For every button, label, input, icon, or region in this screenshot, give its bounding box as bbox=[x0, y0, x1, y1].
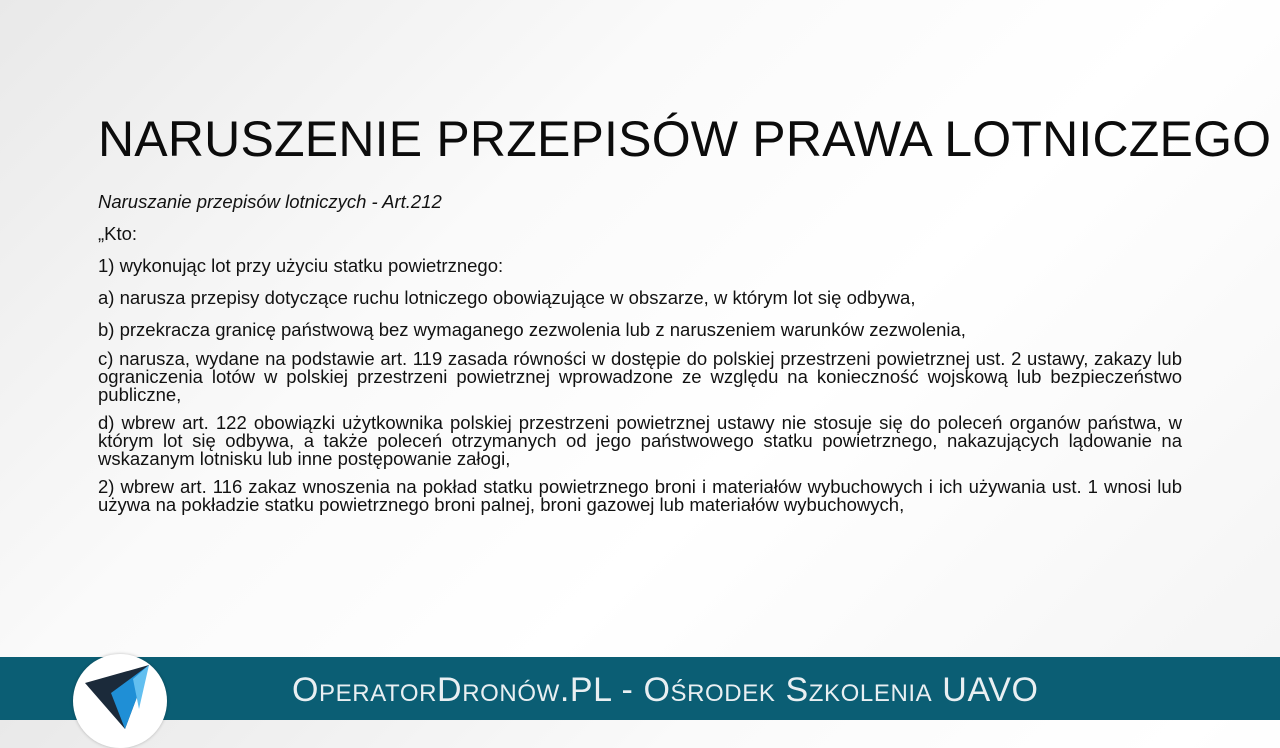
paragraph-point-d: d) wbrew art. 122 obowiązki użytkownika polskiej przestrzeni powietrznej ustawy nie stosuje się do poleceń organów państwa, w którym lot się odbywa, a także poleceń otrzymanych od jego państwowego statku powietrznego, nakazujących lądowanie na wskazanym lotnisku lub inne postępowanie załogi, bbox=[98, 412, 1182, 469]
paragraph-point-c: c) narusza, wydane na podstawie art. 119 zasada równości w dostępie do polskiej przestrzeni powietrznej ust. 2 ustawy, zakazy lub ograniczenia lotów w polskiej przestrzeni powietrznej wprowadzone ze względu na konieczność wojskową lub bezpieczeństwo publiczne, bbox=[98, 348, 1182, 405]
paragraph-point-1: 1) wykonując lot przy użyciu statku powietrznego: bbox=[98, 255, 504, 276]
paper-plane-drone-logo-icon bbox=[81, 659, 161, 739]
logo bbox=[73, 654, 167, 748]
paragraph-point-2: 2) wbrew art. 116 zakaz wnoszenia na pokład statku powietrznego broni i materiałów wybuchowych i ich używania ust. 1 wnosi lub używa na pokładzie statku powietrznego broni palnej, broni gazowej lub materiałów wybuchowych, bbox=[98, 476, 1182, 515]
paragraph-point-a: a) narusza przepisy dotyczące ruchu lotniczego obowiązujące w obszarze, w którym lot się odbywa, bbox=[98, 287, 916, 308]
footer-brand-text: OperatorDronów.PL - Ośrodek Szkolenia UAVO bbox=[292, 671, 1039, 709]
slide-body bbox=[98, 190, 1182, 524]
paragraph-point-b: b) przekracza granicę państwową bez wymaganego zezwolenia lub z naruszeniem warunków zezwolenia, bbox=[98, 319, 966, 340]
article-heading: Naruszanie przepisów lotniczych - Art.212 bbox=[98, 191, 442, 212]
slide-title: NARUSZENIE PRZEPISÓW PRAWA LOTNICZEGO bbox=[98, 110, 1272, 167]
paragraph-kto: „Kto: bbox=[98, 223, 138, 244]
